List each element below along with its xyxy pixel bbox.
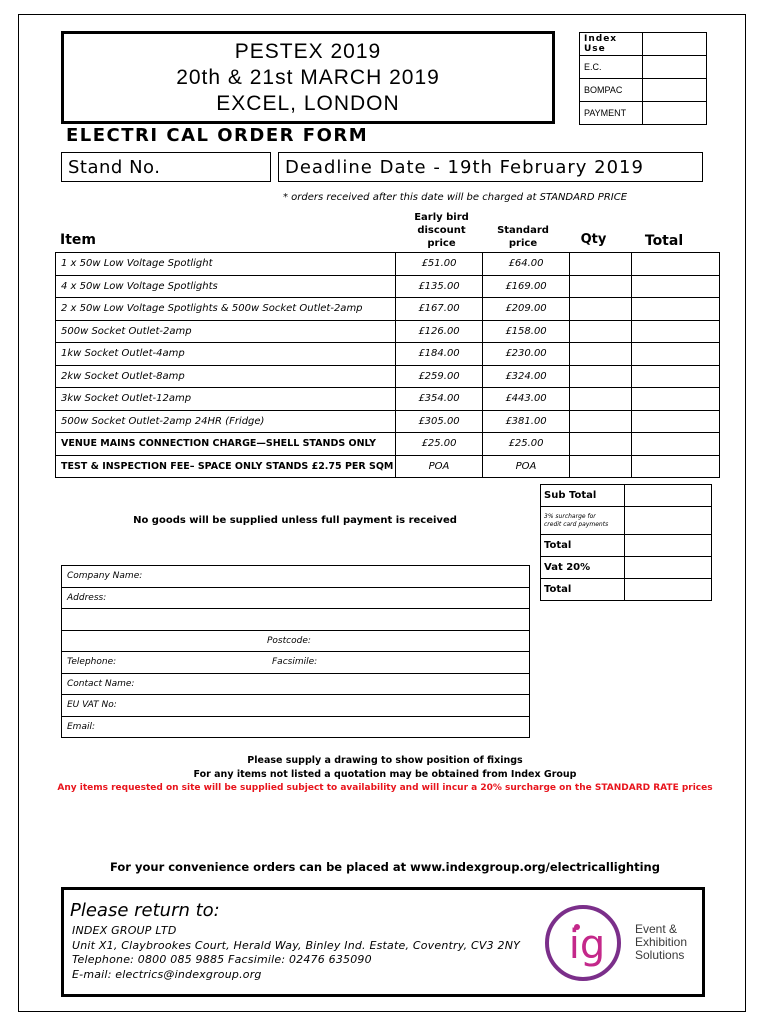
subtotal-label: Sub Total [541, 485, 625, 507]
event-venue: EXCEL, LONDON [216, 92, 400, 115]
logo-text-line: Exhibition [635, 935, 688, 949]
qty-cell[interactable] [570, 343, 632, 366]
drawing-note: Please supply a drawing to show position of fixings [247, 755, 523, 766]
surcharge-label [541, 507, 625, 535]
ig-logo-mark [539, 896, 639, 991]
index-use-cell[interactable] [643, 33, 707, 56]
no-goods-notice: No goods will be supplied unless full payment is received [133, 515, 457, 526]
standard-price: £169.00 [483, 275, 570, 298]
index-use-table [579, 32, 707, 125]
qty-cell[interactable] [570, 455, 632, 478]
totals-table [540, 484, 712, 601]
event-name: PESTEX 2019 [234, 40, 382, 63]
standard-price: £64.00 [483, 253, 570, 276]
item-name: 4 x 50w Low Voltage Spotlights [56, 275, 396, 298]
qty-cell[interactable] [570, 298, 632, 321]
subtotal-value[interactable] [625, 485, 712, 507]
postcode-field[interactable] [62, 630, 530, 652]
item-header: Item [60, 232, 96, 248]
item-row [56, 275, 720, 298]
vat-value[interactable] [625, 557, 712, 579]
item-name: 2kw Socket Outlet-8amp [56, 365, 396, 388]
qty-cell[interactable] [570, 275, 632, 298]
standard-header-line: Standard [497, 225, 549, 236]
event-dates: 20th & 21st MARCH 2019 [176, 66, 440, 89]
eu-vat-field[interactable] [62, 695, 530, 717]
index-use-title: Index Use [580, 33, 643, 56]
early-bird-price: POA [396, 455, 483, 478]
return-title: Please return to: [70, 900, 220, 921]
total-cell[interactable] [632, 410, 720, 433]
qty-header: Qty [580, 232, 607, 247]
total-cell[interactable] [632, 388, 720, 411]
surcharge-note: Any items requested on site will be supplied subject to availability and will incur a 20% surcharge on the STANDARD RATE prices [57, 783, 713, 793]
early-bird-header [394, 211, 489, 250]
stand-number-label: Stand No. [68, 157, 161, 178]
standard-price: £443.00 [483, 388, 570, 411]
item-row [56, 365, 720, 388]
item-row [56, 320, 720, 343]
facsimile-label: Facsimile: [272, 657, 318, 668]
item-name: 3kw Socket Outlet-12amp [56, 388, 396, 411]
vat-label: Vat 20% [541, 557, 625, 579]
deadline-note: * orders received after this date will be charged at STANDARD PRICE [283, 192, 628, 203]
early-bird-price: £126.00 [396, 320, 483, 343]
stand-number-field[interactable] [61, 152, 271, 182]
early-bird-price: £167.00 [396, 298, 483, 321]
qty-cell[interactable] [570, 388, 632, 411]
total-value[interactable] [625, 535, 712, 557]
convenience-note: For your convenience orders can be placed at www.indexgroup.org/electricallighting [110, 860, 660, 874]
address-field-2[interactable] [62, 609, 530, 631]
email-label: Email: [67, 721, 96, 732]
surcharge-value[interactable] [625, 507, 712, 535]
logo-mark-text: ig [568, 922, 606, 968]
total-cell[interactable] [632, 365, 720, 388]
item-name: 500w Socket Outlet-2amp [56, 320, 396, 343]
index-use-cell[interactable] [643, 102, 707, 125]
email-field[interactable] [62, 716, 530, 738]
item-name: VENUE MAINS CONNECTION CHARGE—SHELL STANDS ONLY [56, 433, 396, 456]
total-cell[interactable] [632, 275, 720, 298]
early-bird-price: £25.00 [396, 433, 483, 456]
total-cell[interactable] [632, 455, 720, 478]
qty-cell[interactable] [570, 320, 632, 343]
item-row [56, 410, 720, 433]
item-row [56, 253, 720, 276]
logo-wordmark [635, 923, 687, 962]
deadline-text: Deadline Date - 19th February 2019 [285, 157, 644, 178]
grand-total-value[interactable] [625, 579, 712, 601]
postcode-label: Postcode: [267, 635, 311, 646]
return-phone: Telephone: 0800 085 9885 Facsimile: 02476 635090 [72, 953, 372, 966]
total-label: Total [541, 535, 625, 557]
item-name: 500w Socket Outlet-2amp 24HR (Fridge) [56, 410, 396, 433]
contact-name-field[interactable] [62, 673, 530, 695]
qty-cell[interactable] [570, 253, 632, 276]
total-cell[interactable] [632, 253, 720, 276]
standard-price: £324.00 [483, 365, 570, 388]
standard-price-header [478, 224, 568, 250]
item-name: 2 x 50w Low Voltage Spotlights & 500w Socket Outlet-2amp [56, 298, 396, 321]
early-bird-header-line: discount [417, 225, 466, 236]
standard-price: POA [483, 455, 570, 478]
items-table [55, 252, 720, 478]
item-row [56, 343, 720, 366]
surcharge-line: 3% surcharge for [544, 512, 596, 520]
facsimile-field[interactable] [267, 652, 530, 674]
address-field[interactable] [62, 587, 530, 609]
quotation-note: For any items not listed a quotation may be obtained from Index Group [193, 769, 577, 780]
logo-text-line: Event & [635, 922, 678, 936]
qty-cell[interactable] [570, 365, 632, 388]
standard-price: £25.00 [483, 433, 570, 456]
index-use-row-ec: E.C. [580, 56, 643, 79]
surcharge-line: credit card payments [544, 520, 609, 528]
address-label: Address: [67, 592, 107, 603]
total-cell[interactable] [632, 320, 720, 343]
form-title: ELECTRI CAL ORDER FORM [66, 125, 369, 146]
total-header: Total [644, 233, 684, 249]
event-title-box [61, 31, 555, 124]
early-bird-header-line: price [427, 238, 456, 249]
item-name: 1 x 50w Low Voltage Spotlight [56, 253, 396, 276]
company-name-field[interactable] [62, 566, 530, 588]
item-name: TEST & INSPECTION FEE– SPACE ONLY STANDS £2.75 PER SQM [56, 455, 396, 478]
early-bird-price: £184.00 [396, 343, 483, 366]
early-bird-price: £305.00 [396, 410, 483, 433]
company-details-table [61, 565, 530, 738]
contact-name-label: Contact Name: [67, 678, 135, 689]
qty-cell[interactable] [570, 433, 632, 456]
item-row [56, 433, 720, 456]
return-company: INDEX GROUP LTD [72, 924, 177, 937]
early-bird-price: £354.00 [396, 388, 483, 411]
standard-price: £381.00 [483, 410, 570, 433]
standard-price: £209.00 [483, 298, 570, 321]
early-bird-price: £51.00 [396, 253, 483, 276]
deadline-box [278, 152, 703, 182]
total-cell[interactable] [632, 433, 720, 456]
early-bird-header-line: Early bird [414, 212, 469, 223]
eu-vat-label: EU VAT No: [67, 700, 117, 711]
standard-price: £230.00 [483, 343, 570, 366]
early-bird-price: £135.00 [396, 275, 483, 298]
return-email: E-mail: electrics@indexgroup.org [72, 968, 262, 981]
index-use-cell[interactable] [643, 56, 707, 79]
company-name-label: Company Name: [67, 571, 143, 582]
company-logo [539, 896, 699, 991]
return-address-box [61, 887, 705, 997]
early-bird-price: £259.00 [396, 365, 483, 388]
return-address: Unit X1, Claybrookes Court, Herald Way, Binley Ind. Estate, Coventry, CV3 2NY [72, 939, 521, 952]
telephone-field[interactable] [62, 652, 268, 674]
standard-price: £158.00 [483, 320, 570, 343]
total-cell[interactable] [632, 343, 720, 366]
item-row [56, 455, 720, 478]
item-row [56, 298, 720, 321]
telephone-label: Telephone: [67, 657, 117, 668]
index-use-row-bompac: BOMPAC [580, 79, 643, 102]
total-cell[interactable] [632, 298, 720, 321]
index-use-row-payment: PAYMENT [580, 102, 643, 125]
item-name: 1kw Socket Outlet-4amp [56, 343, 396, 366]
qty-cell[interactable] [570, 410, 632, 433]
item-row [56, 388, 720, 411]
grand-total-label: Total [541, 579, 625, 601]
standard-header-line: price [508, 238, 538, 249]
index-use-cell[interactable] [643, 79, 707, 102]
logo-text-line: Solutions [635, 948, 685, 962]
